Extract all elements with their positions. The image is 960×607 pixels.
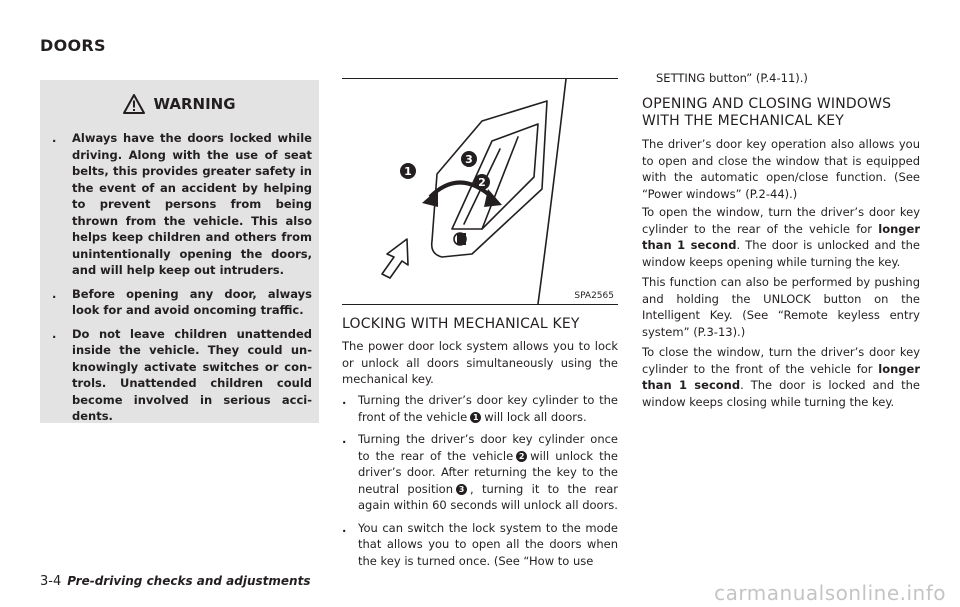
windows-paragraph-4: To close the window, turn the driver’s door key cylinder to the front of the vehicle for longer than 1 second. The door is locked and the window keeps closing while turning the key.: [642, 345, 920, 409]
page-number: 3-4: [40, 574, 62, 589]
continuation-text: SETTING button” (P.4-11).): [656, 71, 808, 85]
svg-text:2: 2: [478, 176, 486, 189]
list-item: . You can switch the lock system to the mode that allows you to open all the doors when the key is turned once. (See “How to use: [342, 520, 618, 568]
callout-marker: 2: [516, 451, 527, 462]
warning-triangle-icon: [123, 94, 145, 114]
figure-code: SPA2565: [574, 291, 614, 301]
section-title: DOORS: [40, 36, 106, 55]
door-key-figure: [342, 78, 618, 305]
windows-paragraph-1: The driver’s door key operation also allows you to open and close the window that is equipped with the automatic open/close function. (See “Power windows” (P.2-44).): [642, 137, 920, 201]
callout-2: [474, 174, 490, 190]
page-footer: [40, 574, 310, 589]
windows-paragraph-3: This function can also be performed by pushing and holding the UNLOCK button on the Intelligent Key. (See “Remote keyless entry system” (P.3-13).): [642, 275, 920, 339]
door-key-illustration: [342, 79, 618, 304]
callout-1: [400, 163, 416, 179]
locking-heading: LOCKING WITH MECHANICAL KEY: [342, 316, 580, 332]
warning-item: . Do not leave children unattended inside the vehicle. They could un-knowingly activate switches or con-trols. Unattended children could become involved in serious acci-dents.: [52, 326, 312, 423]
footer-title: Pre-driving checks and adjustments: [67, 574, 311, 588]
svg-text:3: 3: [465, 153, 473, 166]
list-item: . Turning the driver’s door key cylinder to the front of the vehicle 1 will lock all doors.: [342, 393, 618, 424]
locking-bullets: [342, 392, 618, 575]
watermark: carmanualsonline.info: [714, 581, 946, 605]
warning-box: [40, 80, 319, 423]
windows-paragraph-2: To open the window, turn the driver’s door key cylinder to the rear of the vehicle for longer than 1 second. The door is unlocked and the window keeps opening while turning the key.: [642, 205, 920, 269]
callout-marker: 1: [470, 412, 481, 423]
svg-text:1: 1: [404, 165, 412, 178]
list-item: . Turning the driver’s door key cylinder once to the rear of the vehicle 2 will unlock the driver’s door. After returning the key to the neutral position 3 , turning it to the rear again within 60 seconds will unlock all doors.: [342, 432, 619, 512]
warning-list: [52, 130, 312, 432]
warning-item: . Always have the doors locked while driving. Along with the use of seat belts, this provides greater safety in the event of an accident by helping to prevent persons from being thrown from the vehicle. This also helps keep children and others from unintentionally opening the doors, and will help keep out intruders.: [52, 131, 312, 277]
locking-intro: The power door lock system allows you to lock or unlock all doors simultaneously using the mechanical key.: [342, 339, 618, 386]
warning-item: . Before opening any door, always look for and avoid oncoming traffic.: [52, 286, 312, 317]
warning-title: WARNING: [153, 95, 236, 113]
windows-heading-line2: WITH THE MECHANICAL KEY: [642, 113, 845, 129]
callout-marker: 3: [456, 484, 467, 495]
callout-3: [461, 151, 477, 167]
warning-header: [40, 92, 319, 116]
windows-heading-line1: OPENING AND CLOSING WINDOWS: [642, 96, 892, 112]
